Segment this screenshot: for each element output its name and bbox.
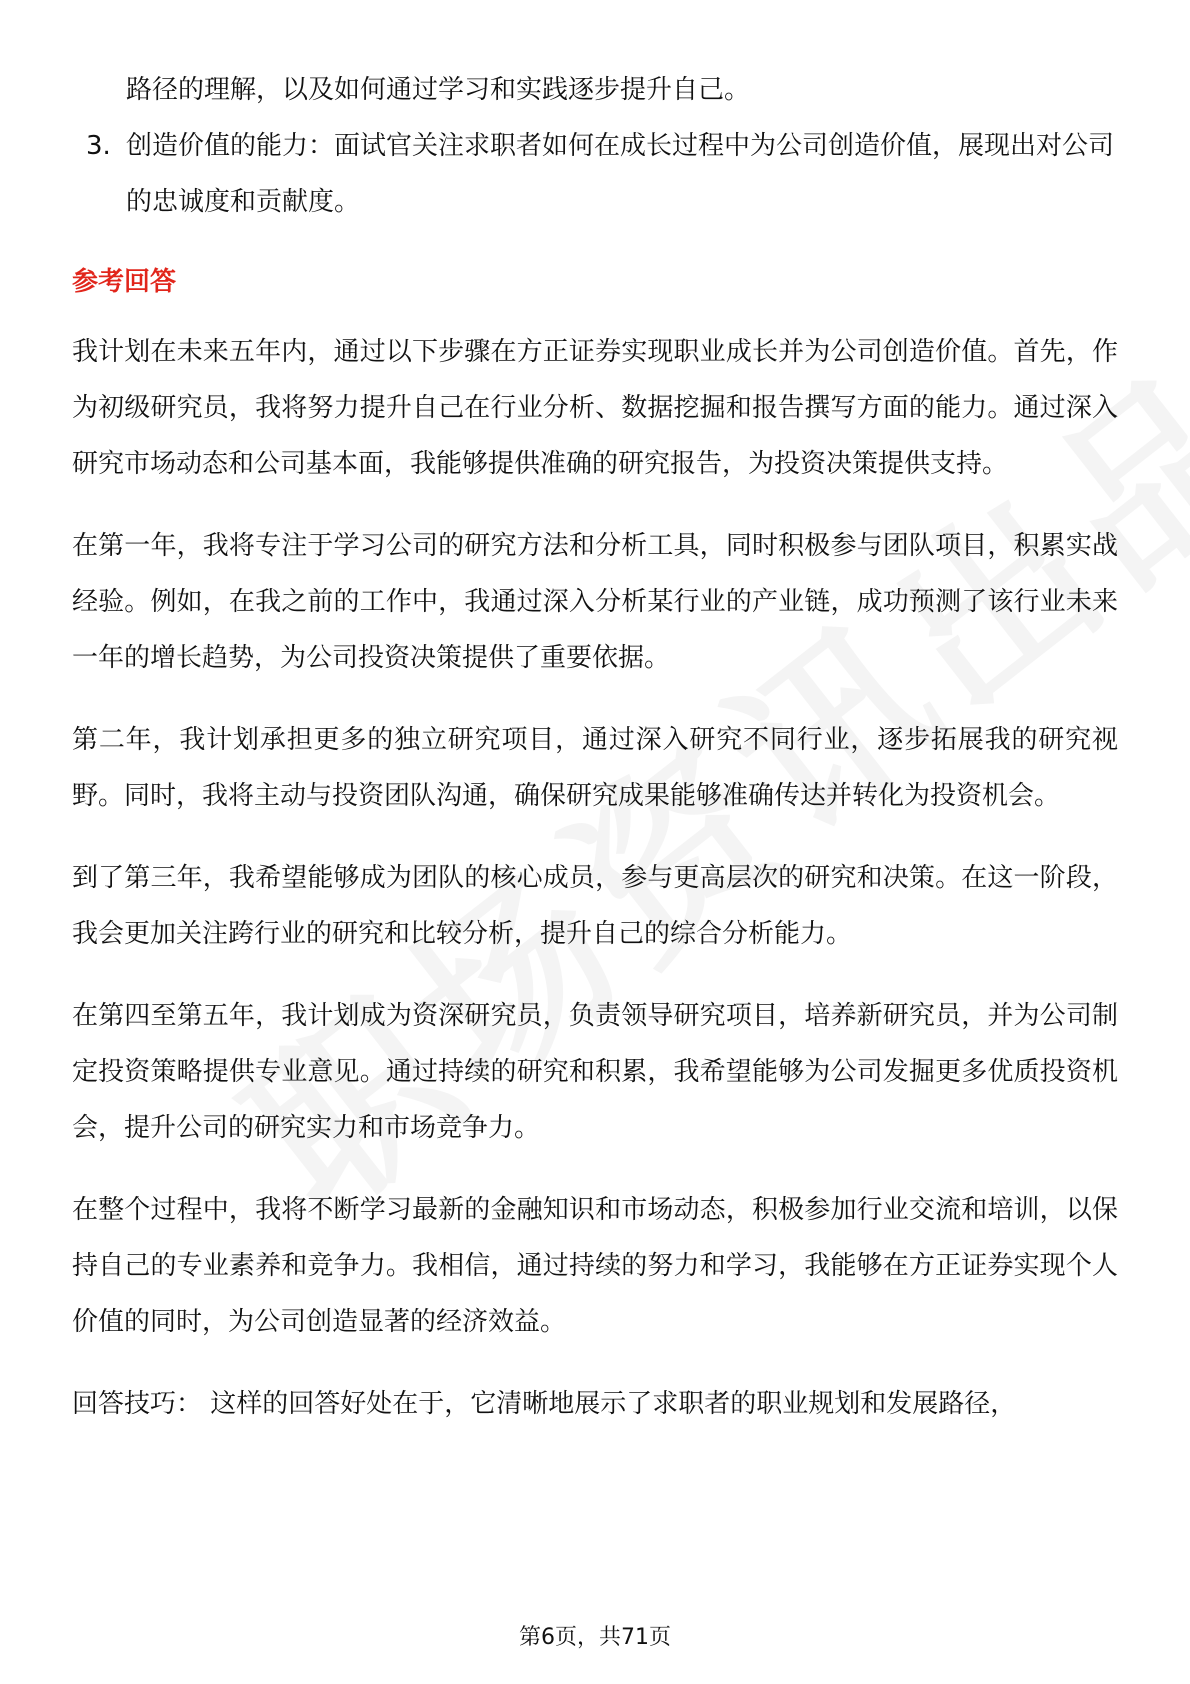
document-body — [72, 62, 1118, 1458]
paragraph: 在第一年，我将专注于学习公司的研究方法和分析工具，同时积极参与团队项目，积累实战经验。例如，在我之前的工作中，我通过深入分析某行业的产业链，成功预测了该行业未来一年的增长趋势，为公司投资决策提供了重要依据。 — [72, 531, 1118, 673]
paragraph: 在第四至第五年，我计划成为资深研究员，负责领导研究项目，培养新研究员，并为公司制定投资策略提供专业意见。通过持续的研究和积累，我希望能够为公司发掘更多优质投资机会，提升公司的研究实力和市场竞争力。 — [72, 1001, 1118, 1143]
paragraph: 在整个过程中，我将不断学习最新的金融知识和市场动态，积极参加行业交流和培训，以保持自己的专业素养和竞争力。我相信，通过持续的努力和学习，我能够在方正证券实现个人价值的同时，为公司创造显著的经济效益。 — [72, 1195, 1118, 1337]
list-item-number: 3. — [86, 131, 111, 161]
answer-tips-paragraph: 回答技巧： 这样的回答好处在于，它清晰地展示了求职者的职业规划和发展路径， — [72, 1389, 1017, 1419]
paragraph: 我计划在未来五年内，通过以下步骤在方正证券实现职业成长并为公司创造价值。首先，作为初级研究员，我将努力提升自己在行业分析、数据挖掘和报告撰写方面的能力。通过深入研究市场动态和公司基本面，我能够提供准确的研究报告，为投资决策提供支持。 — [72, 337, 1118, 479]
list-item-text: 创造价值的能力：面试官关注求职者如何在成长过程中为公司创造价值，展现出对公司的忠诚度和贡献度。 — [126, 131, 1115, 217]
section-heading: 参考回答 — [72, 267, 177, 297]
paragraph: 到了第三年，我希望能够成为团队的核心成员，参与更高层次的研究和决策。在这一阶段，我会更加关注跨行业的研究和比较分析，提升自己的综合分析能力。 — [72, 863, 1118, 949]
list-item — [72, 118, 1118, 230]
page-footer: 第6页，共71页 — [519, 1625, 671, 1650]
paragraph: 第二年，我计划承担更多的独立研究项目，通过深入研究不同行业，逐步拓展我的研究视野。同时，我将主动与投资团队沟通，确保研究成果能够准确传达并转化为投资机会。 — [72, 725, 1118, 811]
list-continuation-text: 路径的理解，以及如何通过学习和实践逐步提升自己。 — [126, 75, 751, 105]
